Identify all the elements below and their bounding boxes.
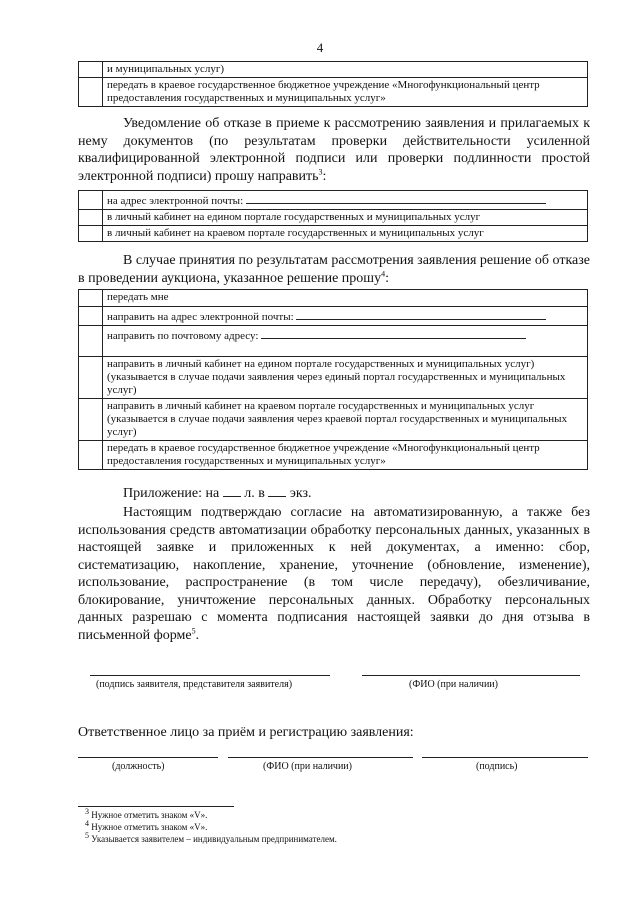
consent-text: Настоящим подтверждаю согласие на автоматизированную, а также без использования средств автоматизации обработку персональных данных, указанных в настоящей заявке и приложенных к ней документах, а именно: сбор, систематизацию, накопление, хранение, уточнение (обновление, изменение), использование, распространение (в том числе передачу), обезличивание, блокирование, уничтожение персональных данных. Обработку персональных данных разрешаю с момента подписания настоящей заявки до дня отзыва в письменной форме bbox=[78, 505, 590, 643]
table-decision bbox=[78, 289, 588, 470]
footnote-number: 5 bbox=[85, 831, 89, 840]
checkbox-cell[interactable] bbox=[79, 191, 103, 210]
applicant-signature-caption: (подпись заявителя, представителя заявителя) bbox=[96, 679, 293, 690]
table-row bbox=[79, 441, 588, 470]
attachment-line bbox=[123, 485, 583, 503]
attachment-suffix: экз. bbox=[289, 486, 312, 501]
responsible-name-line[interactable] bbox=[228, 757, 413, 758]
option-text: передать в краевое государственное бюджетное учреждение «Многофункциональный центр предоставления государственных и муниципальных услуг» bbox=[103, 78, 588, 107]
footnote-mark: 4 bbox=[381, 268, 386, 278]
footnote-number: 3 bbox=[85, 807, 89, 816]
footnote-number: 4 bbox=[85, 819, 89, 828]
option-text bbox=[103, 326, 588, 357]
footnote-text: Указывается заявителем – индивидуальным предпринимателем. bbox=[91, 834, 337, 844]
option-text: передать в краевое государственное бюджетное учреждение «Многофункциональный центр предоставления государственных и муниципальных услуг» bbox=[103, 441, 588, 470]
checkbox-cell[interactable] bbox=[79, 357, 103, 399]
checkbox-cell[interactable] bbox=[79, 441, 103, 470]
table-row bbox=[79, 226, 588, 242]
table-top bbox=[78, 61, 588, 107]
footnote bbox=[85, 831, 337, 845]
checkbox-cell[interactable] bbox=[79, 62, 103, 78]
footnote bbox=[85, 819, 208, 833]
table-row bbox=[79, 191, 588, 210]
table-row bbox=[79, 78, 588, 107]
notice-paragraph bbox=[78, 115, 590, 185]
decision-paragraph bbox=[78, 252, 590, 287]
decision-tail: : bbox=[385, 270, 389, 286]
footnote-separator bbox=[78, 806, 234, 807]
checkbox-cell[interactable] bbox=[79, 326, 103, 357]
page-number: 4 bbox=[316, 40, 324, 55]
responsible-signature-caption: (подпись) bbox=[476, 761, 518, 772]
checkbox-cell[interactable] bbox=[79, 226, 103, 242]
table-row bbox=[79, 399, 588, 441]
option-text: в личный кабинет на краевом портале государственных и муниципальных услуг bbox=[103, 226, 588, 242]
email-field[interactable] bbox=[246, 192, 546, 204]
consent-paragraph bbox=[78, 504, 590, 644]
option-text: в личный кабинет на едином портале государственных и муниципальных услуг bbox=[103, 210, 588, 226]
option-text bbox=[103, 191, 588, 210]
consent-tail: . bbox=[195, 627, 200, 643]
footnote-mark: 5 bbox=[191, 625, 196, 635]
option-text: и муниципальных услуг) bbox=[103, 62, 588, 78]
applicant-name-line[interactable] bbox=[362, 675, 580, 676]
checkbox-cell[interactable] bbox=[79, 307, 103, 326]
footnote-text: Нужное отметить знаком «V». bbox=[91, 822, 208, 832]
checkbox-cell[interactable] bbox=[79, 78, 103, 107]
table-notice bbox=[78, 190, 588, 242]
decision-text: В случае принятия по результатам рассмотрения заявления решение об отказе в проведении аукциона, указанное решение прошу bbox=[78, 253, 590, 286]
postal-address-field[interactable] bbox=[261, 327, 526, 339]
footnote bbox=[85, 807, 208, 821]
attachment-prefix: Приложение: на bbox=[123, 486, 220, 501]
option-text bbox=[103, 307, 588, 326]
notice-text: Уведомление об отказе в приеме к рассмотрению заявления и прилагаемых к нему документов (по результатам проверки действительности усиленной квалифицированной электронной подписи или проверки подлинности простой электронной подписи) прошу направить bbox=[78, 116, 590, 184]
option-label: на адрес электронной почты: bbox=[107, 195, 244, 207]
checkbox-cell[interactable] bbox=[79, 210, 103, 226]
notice-tail: : bbox=[322, 168, 327, 184]
email-field[interactable] bbox=[296, 308, 546, 320]
table-row bbox=[79, 62, 588, 78]
checkbox-cell[interactable] bbox=[79, 290, 103, 307]
applicant-signature-line[interactable] bbox=[90, 675, 330, 676]
table-row bbox=[79, 307, 588, 326]
pages-count-field[interactable] bbox=[223, 485, 241, 497]
footnote-text: Нужное отметить знаком «V». bbox=[91, 810, 208, 820]
table-row bbox=[79, 210, 588, 226]
copies-count-field[interactable] bbox=[268, 485, 286, 497]
option-text: направить в личный кабинет на краевом портале государственных и муниципальных услуг (указывается в случае подачи заявления через краевой портал государственных и муниципальных услуг) bbox=[103, 399, 588, 441]
position-caption: (должность) bbox=[112, 761, 165, 772]
applicant-name-caption: (ФИО (при наличии) bbox=[409, 679, 498, 690]
option-label: направить на адрес электронной почты: bbox=[107, 311, 294, 323]
attachment-mid: л. в bbox=[244, 486, 265, 501]
table-row bbox=[79, 290, 588, 307]
responsible-signature-line[interactable] bbox=[422, 757, 588, 758]
responsible-title: Ответственное лицо за приём и регистрацию заявления: bbox=[78, 725, 414, 740]
option-text: направить в личный кабинет на едином портале государственных и муниципальных услуг) (указывается в случае подачи заявления через единый портал государственных и муниципальных услуг) bbox=[103, 357, 588, 399]
responsible-name-caption: (ФИО (при наличии) bbox=[263, 761, 352, 772]
position-line[interactable] bbox=[78, 757, 218, 758]
table-row bbox=[79, 326, 588, 357]
option-text: передать мне bbox=[103, 290, 588, 307]
table-row bbox=[79, 357, 588, 399]
footnote-mark: 3 bbox=[318, 166, 323, 176]
checkbox-cell[interactable] bbox=[79, 399, 103, 441]
option-label: направить по почтовому адресу: bbox=[107, 330, 259, 342]
